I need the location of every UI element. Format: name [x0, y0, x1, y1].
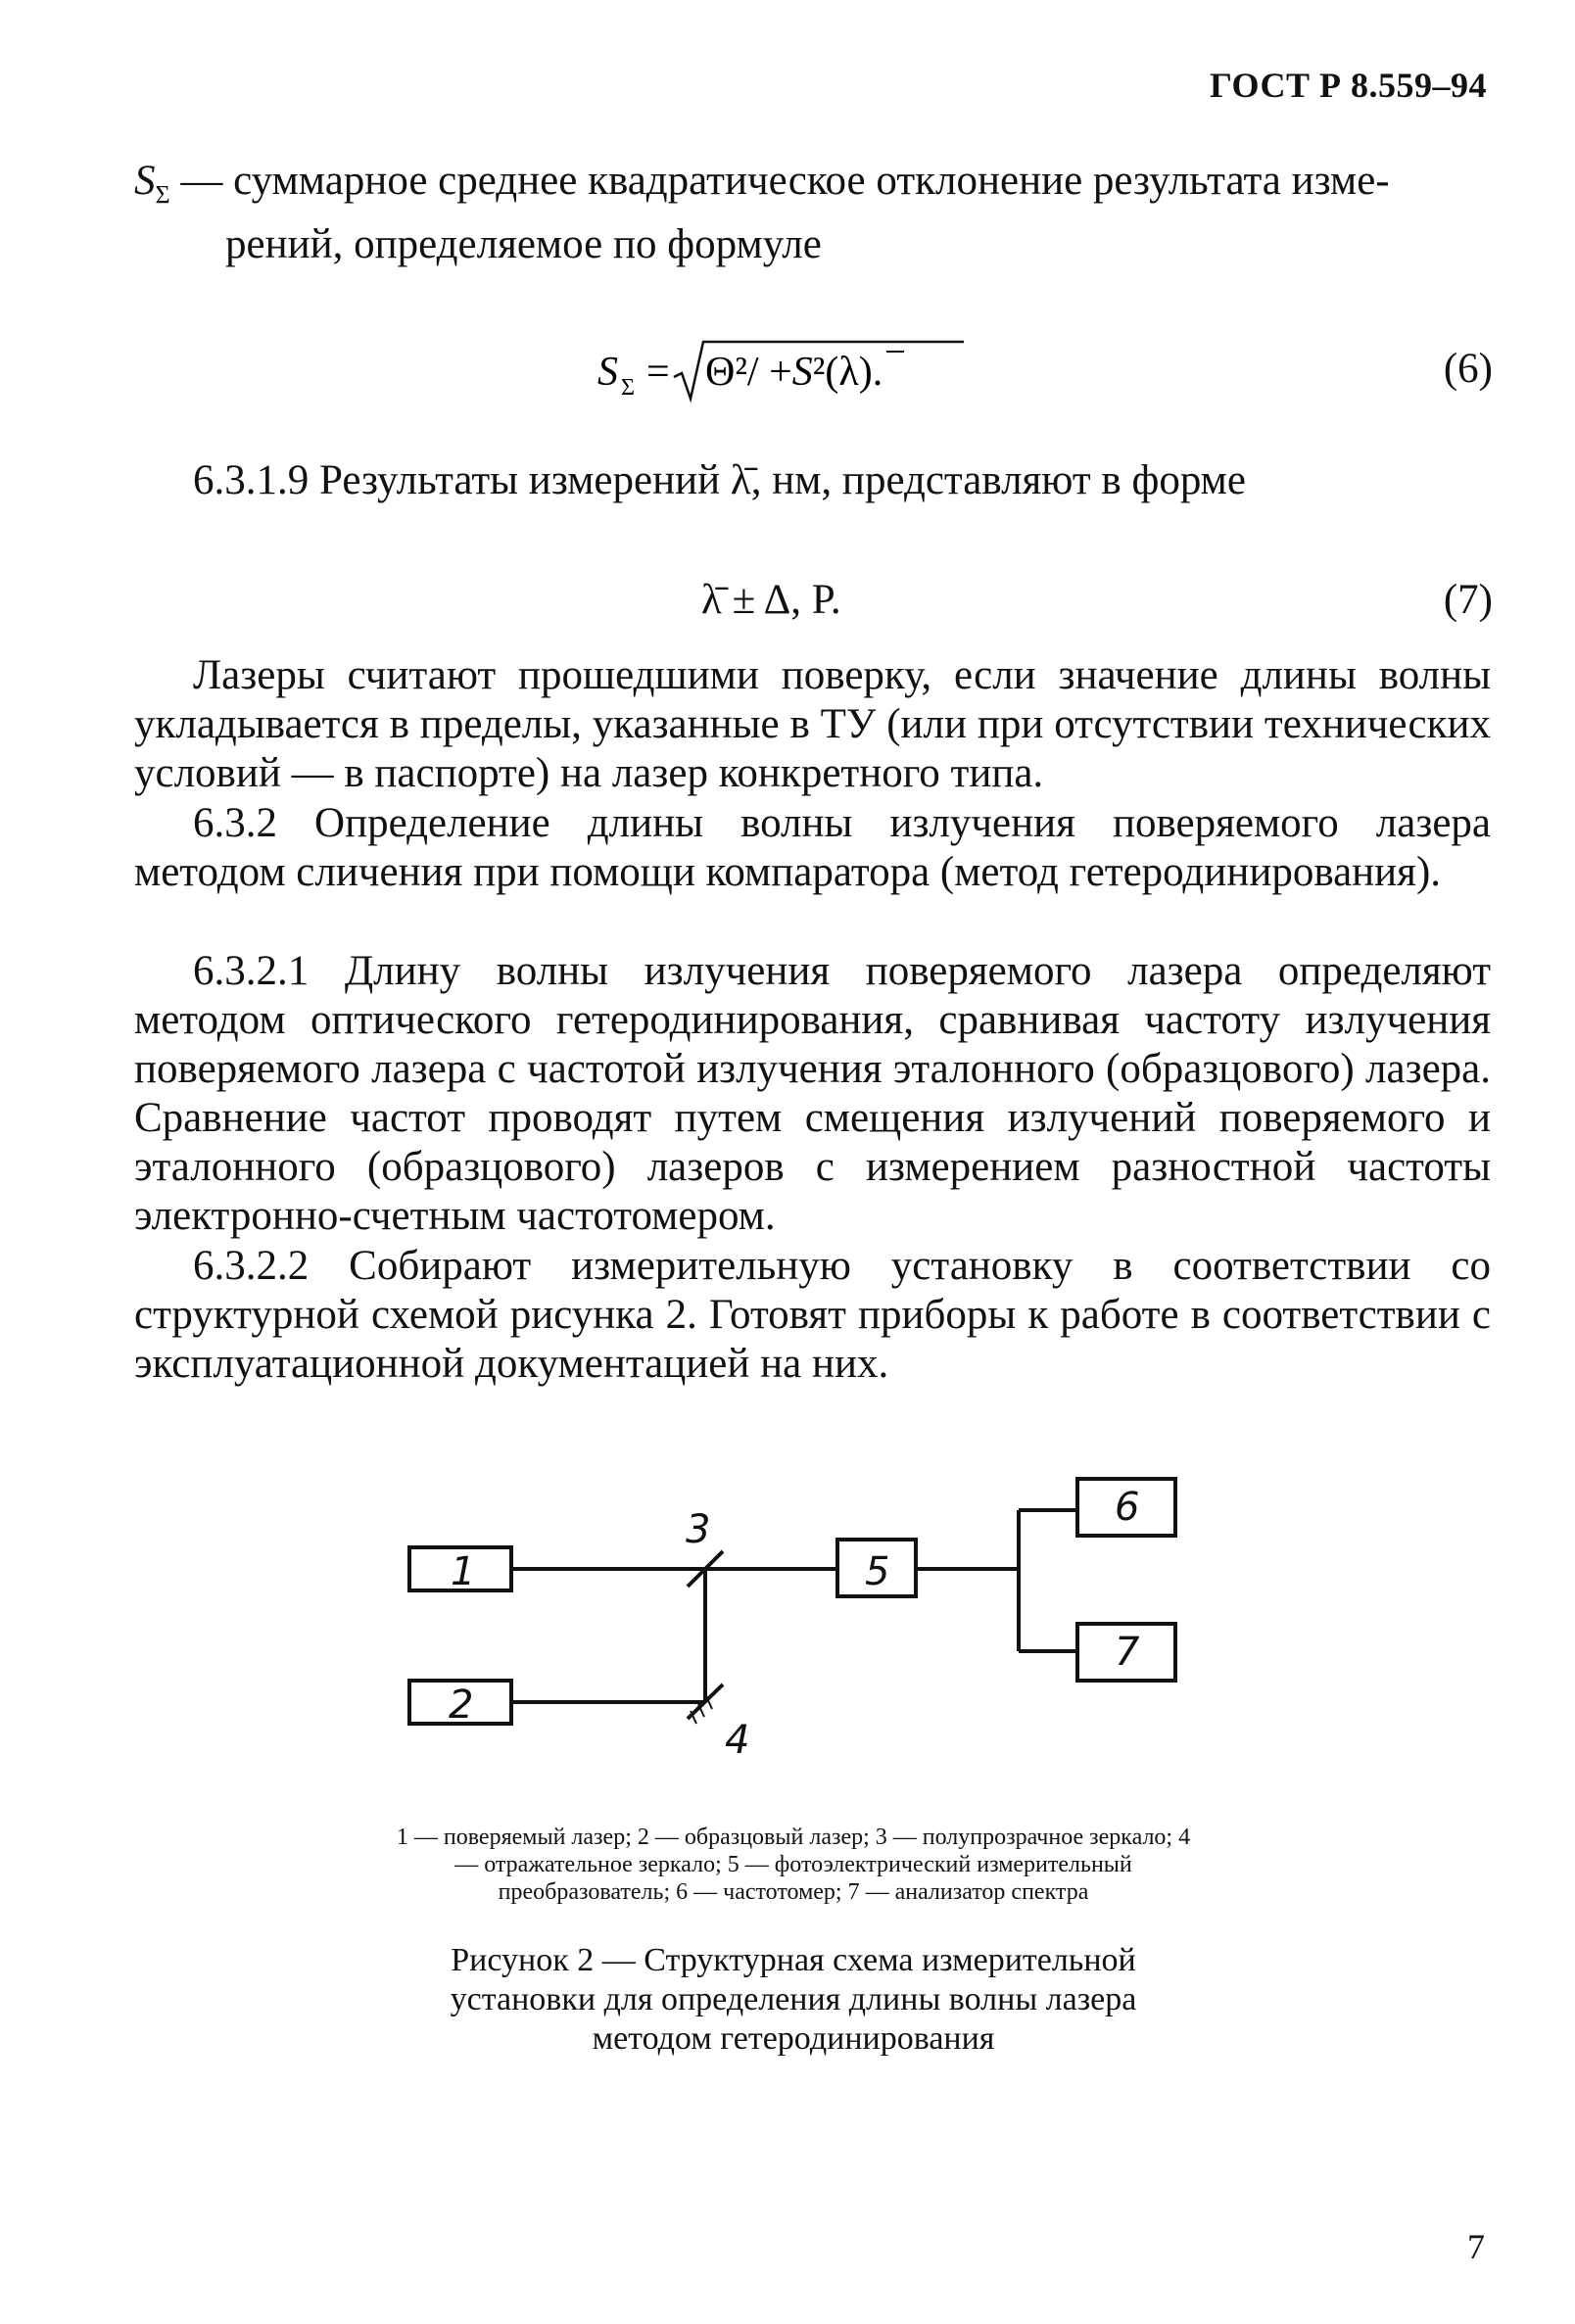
- definition-line2: рений, определяемое по формуле: [225, 220, 822, 267]
- formula-6-s: S: [597, 350, 618, 395]
- label-6: 6: [1115, 1485, 1140, 1530]
- definition-line1: — суммарное среднее квадратическое отклонение результата изме-: [169, 158, 1390, 204]
- page-number: 7: [1467, 2227, 1485, 2266]
- figure-legend: 1 — поверяемый лазер; 2 — образцовый лазер; 3 — полупрозрачное зеркало; 4 — отражательное зеркало; 5 — фотоэлектрический измерительный преобразователь; 6 — частотомер; 7 — анализатор спектра: [396, 1825, 1191, 1905]
- label-3: 3: [686, 1507, 711, 1552]
- definition-symbol: S: [134, 158, 156, 204]
- para-lasers: Лазеры считают прошедшими поверку, если значение длины волны укладывается в пределы, указанные в ТУ (или при отсутствии технических условий — в паспорте) на лазер конкретного типа.: [134, 652, 1491, 796]
- structural-diagram: [392, 1469, 1195, 1773]
- para-6-3-2: 6.3.2 Определение длины волны излучения поверяемого лазера методом сличения при помощи компаратора (метод гетеродинирования).: [134, 800, 1491, 895]
- para-6-3-2-2: 6.3.2.2 Собирают измерительную установку в соответствии со структурной схемой рисунка 2. Готовят приборы к работе в соответствии с эксплуатационной документацией на них.: [134, 1243, 1491, 1387]
- label-5: 5: [865, 1549, 890, 1594]
- formula-6: [597, 338, 1009, 417]
- definition-sigma: [134, 157, 1491, 269]
- label-4: 4: [725, 1718, 750, 1763]
- document-header: ГОСТ Р 8.559–94: [1210, 66, 1487, 105]
- formula-6-body: Θ²/ +S²(λ).: [705, 350, 883, 395]
- formula-6-eq: =: [646, 350, 670, 395]
- label-1: 1: [451, 1549, 476, 1594]
- formula-6-number: (6): [1443, 346, 1493, 392]
- definition-symbol-sub: Σ: [155, 180, 170, 210]
- figure-caption: Рисунок 2 — Структурная схема измерительной установки для определения длины волны лазера методом гетеродинирования: [450, 1942, 1137, 2057]
- label-7: 7: [1115, 1630, 1140, 1675]
- formula-6-graphic: [597, 338, 1009, 406]
- label-2: 2: [449, 1683, 474, 1728]
- formula-7: λ̄ ± Δ, P.: [701, 577, 841, 623]
- para-6-3-2-1: 6.3.2.1 Длину волны излучения поверяемого лазера определяют методом оптического гетеродинирования, сравнивая частоту излучения поверяемого лазера с частотой излучения эталонного (образцового) лазера. Сравнение частот проводят путем смещения излучений поверяемого и эталонного (образцового) лазеров с измерением разностной частоты электронно-счетным частотомером.: [134, 948, 1491, 1239]
- formula-7-number: (7): [1443, 577, 1493, 623]
- para-6-3-1-9: 6.3.1.9 Результаты измерений λ̄, нм, представляют в форме: [193, 457, 1246, 503]
- formula-6-sub: Σ: [621, 375, 635, 401]
